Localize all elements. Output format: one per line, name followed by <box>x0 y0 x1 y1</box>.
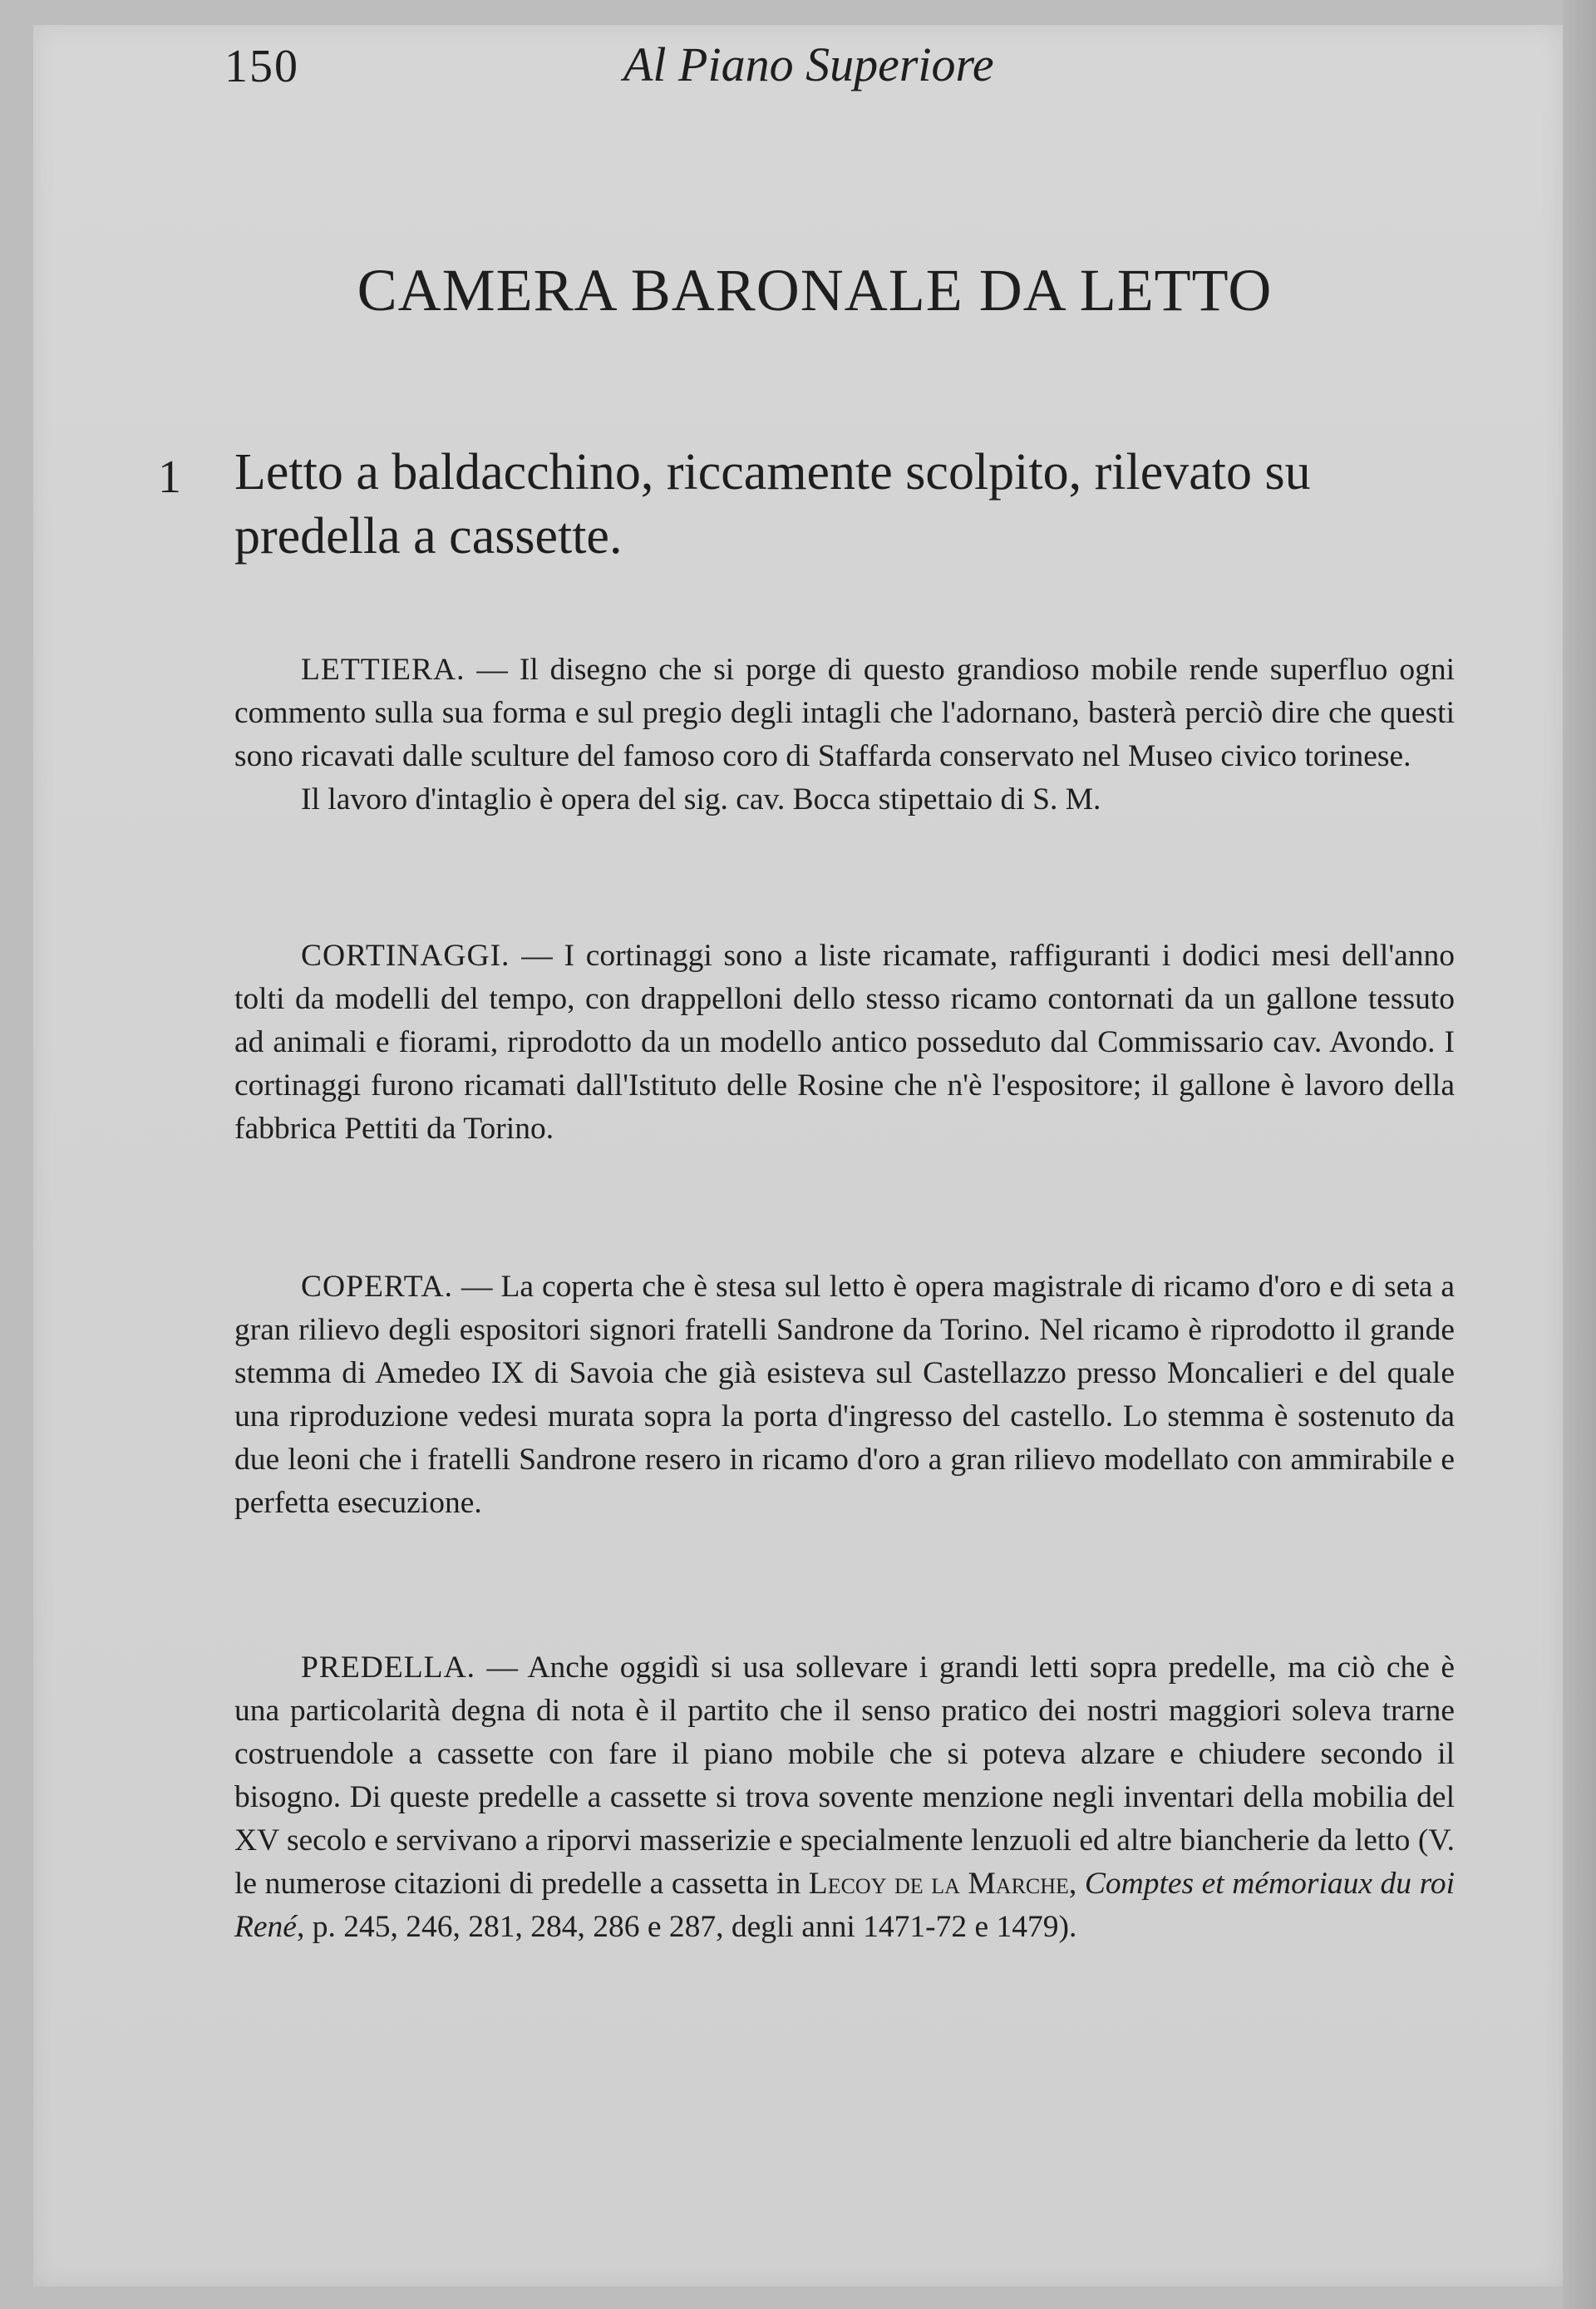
section-title: CAMERA BARONALE DA LETTO <box>357 257 1273 323</box>
paragraph-head: LETTIERA. <box>301 653 466 687</box>
running-title: Al Piano Superiore <box>623 37 994 91</box>
item-description: Letto a baldacchino, riccamente scolpito, rilevato su predella a cassette. <box>234 444 1311 565</box>
citation-work: Comptes et mémoriaux du roi René <box>234 1867 1455 1944</box>
paragraph-body: — La coperta che è stesa sul letto è opera magistrale di ricamo d'oro e di seta a gran rilievo degli espositori signori fratelli Sandrone da Torino. Nel ricamo è riprodotto il grande stemma di Amedeo IX di Savoia che già esisteva sul Castellazzo presso Moncalieri e del quale una riproduzione vedesi murata sopra la porta d'ingresso del castello. Lo stemma è sostenuto da due leoni che i fratelli Sandrone resero in ricamo d'oro a gran rilievo modellato con ammirabile e perfetta esecuzione. <box>234 1270 1455 1520</box>
paragraph-head: COPERTA. <box>301 1270 453 1304</box>
scan-edge <box>1563 0 1596 2309</box>
paragraph-head: CORTINAGGI. <box>301 939 510 973</box>
citation-tail: , p. 245, 246, 281, 284, 286 e 287, degli anni 1471-72 e 1479). <box>296 1910 1077 1944</box>
paragraph-coperta <box>234 1266 1455 1525</box>
paragraph-body: — I cortinaggi sono a liste ricamate, raffiguranti i dodici mesi dell'anno tolti da modelli del tempo, con drappelloni dello stesso ricamo contornati da un gallone tessuto ad animali e fiorami, riprodotto da un modello antico posseduto dal Commissario cav. Avondo. I cortinaggi furono ricamati dall'Istituto delle Rosine che n'è l'espositore; il gallone è lavoro della fabbrica Pettiti da Torino. <box>234 939 1455 1146</box>
paragraph-body: — Anche oggidì si usa sollevare i grandi letti sopra predelle, ma ciò che è una particolarità degna di nota è il partito che il senso pratico dei nostri maggiori soleva trarne costruendole a cassette con fare il piano mobile che si poteva alzare e chiudere secondo il bisogno. Di queste predelle a cassette si trova sovente menzione negli inventari della mobilia del XV secolo e servivano a riporvi masserizie e specialmente lenzuoli ed altre biancherie da letto (V. le numerose citazioni di predelle a cassetta in <box>234 1650 1455 1901</box>
paragraph-cortinaggi <box>234 935 1455 1151</box>
paragraph-predella: PREDELLA. — Anche oggidì si usa sollevare i grandi letti sopra predelle, ma ciò che è una particolarità degna di nota è il partito che il senso pratico dei nostri maggiori soleva trarne costruendole a cassette con fare il piano mobile che si poteva alzare e chiudere secondo il bisogno. Di queste predelle a cassette si trova sovente menzione negli inventari della mobilia del XV secolo e servivano a riporvi masserizie e specialmente lenzuoli ed altre biancherie da letto (V. le numerose citazioni di predelle a cassetta in Lecoy de la Marche, Comptes et mémoriaux du roi René, p. 245, 246, 281, 284, 286 e 287, degli anni 1471-72 e 1479). <box>234 1650 1455 1944</box>
paragraph-lettiera <box>234 649 1455 821</box>
citation-author: Lecoy de la Marche <box>808 1867 1069 1901</box>
paragraph-body: — Il disegno che si porge di questo grandioso mobile rende superfluo ogni commento sulla sua forma e sul pregio degli intagli che l'adornano, basterà perciò dire che questi sono ricavati dalle sculture del famoso coro di Staffarda conservato nel Museo civico torinese. <box>234 653 1455 773</box>
page-number: 150 <box>224 41 299 92</box>
running-head <box>191 32 1372 98</box>
item-number: 1 <box>158 451 181 503</box>
paragraph-head: PREDELLA. <box>301 1650 476 1685</box>
paragraph-extra: Il lavoro d'intaglio è opera del sig. cav. Bocca stipettaio di S. M. <box>301 782 1101 817</box>
